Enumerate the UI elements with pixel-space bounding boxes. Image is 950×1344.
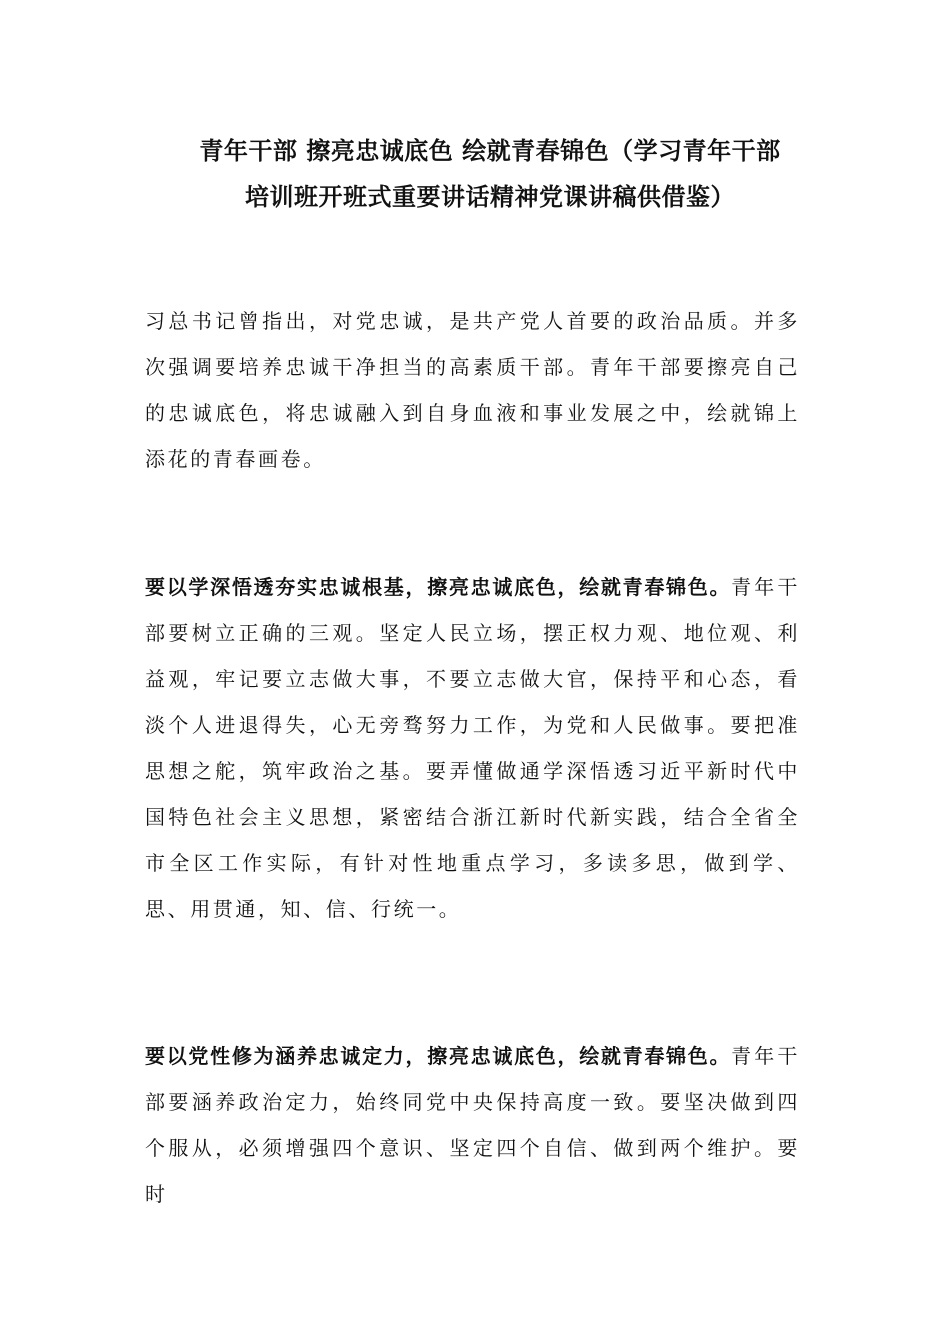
section-heading-2: 要以党性修为涵养忠诚定力，擦亮忠诚底色，绘就青春锦色。	[145, 1044, 732, 1068]
section-body-2: 青年干部要涵养政治定力，始终同党中央保持高度一致。要坚决做到四个服从，必须增强四个意识、坚定四个自信、做到两个维护。要时	[145, 1044, 800, 1206]
section-heading-1: 要以学深悟透夯实忠诚根基，擦亮忠诚底色，绘就青春锦色。	[145, 575, 732, 599]
title-line-2: 培训班开班式重要讲话精神党课讲稿供借鉴）	[245, 183, 735, 211]
section-paragraph-1	[145, 564, 800, 932]
intro-paragraph: 习总书记曾指出，对党忠诚，是共产党人首要的政治品质。并多次强调要培养忠诚干净担当的高素质干部。青年干部要擦亮自己的忠诚底色，将忠诚融入到自身血液和事业发展之中，绘就锦上添花的青春画卷。	[145, 309, 800, 471]
section-paragraph-2	[145, 1033, 800, 1217]
section-body-1: 青年干部要树立正确的三观。坚定人民立场，摆正权力观、地位观、利益观，牢记要立志做大事，不要立志做大官，保持平和心态，看淡个人进退得失，心无旁骛努力工作，为党和人民做事。要把准思想之舵，筑牢政治之基。要弄懂做通学深悟透习近平新时代中国特色社会主义思想，紧密结合浙江新时代新实践，结合全省全市全区工作实际，有针对性地重点学习，多读多思，做到学、思、用贯通，知、信、行统一。	[145, 575, 800, 921]
title-line-1: 青年干部 擦亮忠诚底色 绘就青春锦色（学习青年干部	[199, 137, 781, 165]
document-title	[140, 128, 840, 220]
